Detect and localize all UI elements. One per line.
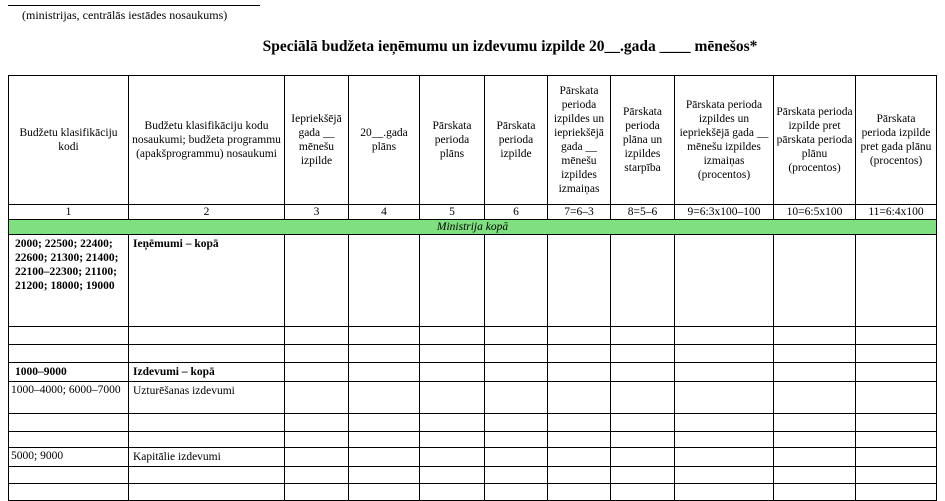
column-number: 5: [420, 205, 485, 220]
column-number: 2: [129, 205, 285, 220]
header-cell: Pārskata perioda izpilde pret pārskata perioda plānu (procentos): [774, 76, 856, 205]
column-number: 7=6–3: [548, 205, 611, 220]
header-cell: 20__.gada plāns: [349, 76, 420, 205]
signature-line: [8, 5, 260, 6]
column-number: 10=6:5x100: [774, 205, 856, 220]
expense-codes: 1000–9000: [9, 363, 129, 382]
table-row: [9, 484, 937, 501]
header-row: [9, 76, 937, 205]
header-cell: Pārskata perioda plāna un izpildes starpība: [611, 76, 675, 205]
expense-name: Izdevumi – kopā: [129, 363, 285, 382]
header-cell: Pārskata perioda izpildes un iepriekšējā gada __ mēnešu izpildes izmaiņas: [548, 76, 611, 205]
column-number: 11=6:4x100: [856, 205, 937, 220]
column-number-row: [9, 205, 937, 220]
column-number: 6: [485, 205, 548, 220]
header-cell: Pārskata perioda plāns: [420, 76, 485, 205]
table-row: [9, 467, 937, 484]
column-number: 3: [285, 205, 349, 220]
table-row: [9, 382, 937, 414]
section-label: Ministrija kopā: [9, 220, 937, 235]
table-row: [9, 327, 937, 345]
table-row: [9, 432, 937, 448]
table-row: [9, 235, 937, 327]
section-row: [9, 220, 937, 235]
header-cell: Iepriekšējā gada __ mēnešu izpilde: [285, 76, 349, 205]
income-name: Ieņēmumi – kopā: [129, 235, 285, 327]
header-cell: Pārskata perioda izpilde pret gada plānu (procentos): [856, 76, 937, 205]
column-number: 4: [349, 205, 420, 220]
column-number: 8=5–6: [611, 205, 675, 220]
maintenance-codes: 1000–4000; 6000–7000: [9, 382, 129, 414]
table-row: [9, 414, 937, 432]
capital-codes: 5000; 9000: [9, 448, 129, 467]
table-row: [9, 448, 937, 467]
table-row: [9, 345, 937, 363]
page-title: Speciālā budžeta ieņēmumu un izdevumu izpilde 20__.gada ____ mēnešos*: [262, 38, 758, 55]
income-codes: 2000; 22500; 22400; 22600; 21300; 21400; 22100–22300; 21100; 21200; 18000; 19000: [9, 235, 129, 327]
ministry-caption: (ministrijas, centrālās iestādes nosaukums): [22, 8, 228, 22]
column-number: 9=6:3x100–100: [675, 205, 774, 220]
header-cell: Pārskata perioda izpildes un iepriekšējā gada __ mēnešu izpildes izmaiņas (procentos): [675, 76, 774, 205]
header-cell: Budžetu klasifikāciju kodi: [9, 76, 129, 205]
maintenance-name: Uzturēšanas izdevumi: [129, 382, 285, 414]
column-number: 1: [9, 205, 129, 220]
header-cell: Pārskata perioda izpilde: [485, 76, 548, 205]
capital-name: Kapitālie izdevumi: [129, 448, 285, 467]
budget-table: [8, 75, 937, 501]
table-row: [9, 363, 937, 382]
header-cell: Budžetu klasifikāciju kodu nosaukumi; budžeta programmu (apakšprogrammu) nosaukumi: [129, 76, 285, 205]
